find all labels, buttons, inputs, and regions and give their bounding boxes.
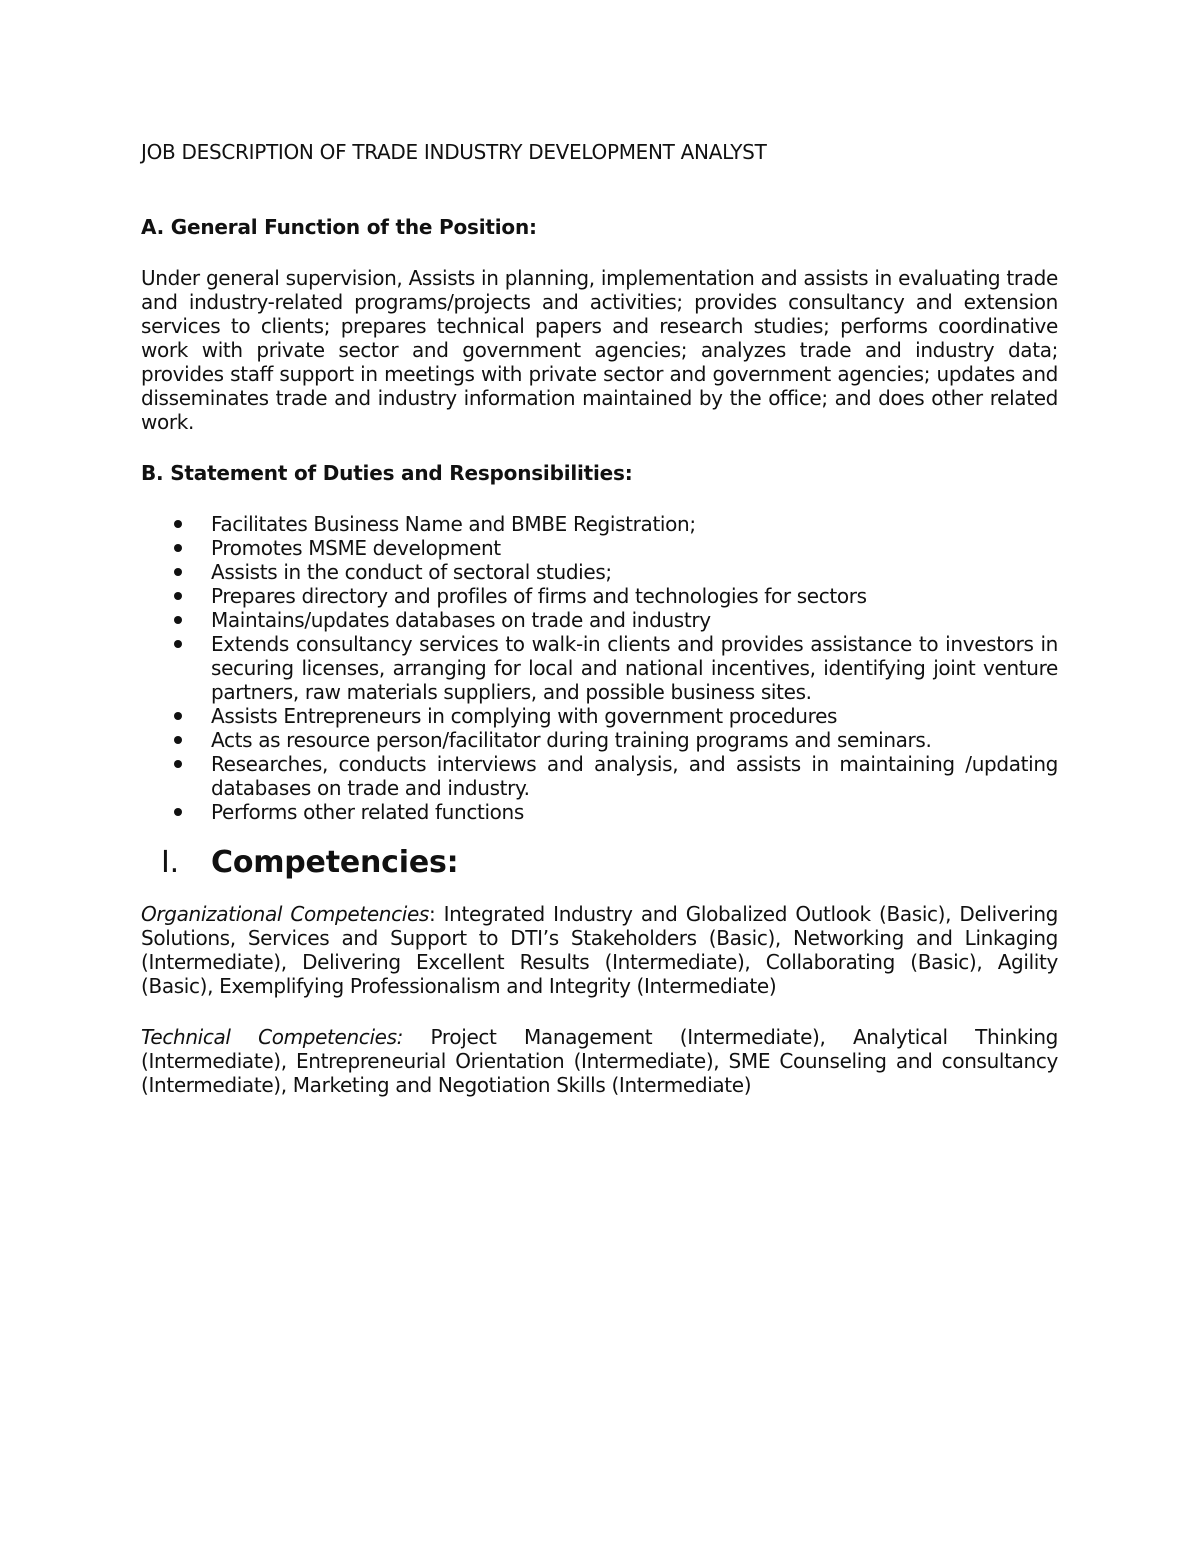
duty-text: Researches, conducts interviews and analysis, and assists in maintaining /updating databases on trade and industry. <box>211 752 1058 800</box>
duty-item <box>141 800 1058 824</box>
duty-text: Acts as resource person/facilitator during training programs and seminars. <box>211 728 932 752</box>
document-page <box>141 140 1058 1097</box>
organizational-competencies <box>141 902 1058 998</box>
duty-text: Prepares directory and profiles of firms and technologies for sectors <box>211 584 867 608</box>
duty-item <box>141 752 1058 800</box>
duty-text: Performs other related functions <box>211 800 524 824</box>
duty-item <box>141 512 1058 536</box>
duty-text: Facilitates Business Name and BMBE Registration; <box>211 512 696 536</box>
duty-item <box>141 704 1058 728</box>
general-function-paragraph: Under general supervision, Assists in planning, implementation and assists in evaluating trade and industry-related programs/projects and activities; provides consultancy and extension services to clients; prepares technical papers and research studies; performs coordinative work with private sector and government agencies; analyzes trade and industry data; provides staff support in meetings with private sector and government agencies; updates and disseminates trade and industry information maintained by the office; and does other related work. <box>141 266 1058 434</box>
competencies-heading <box>141 845 1058 880</box>
duties-list <box>141 512 1058 824</box>
duty-item <box>141 584 1058 608</box>
section-b-heading: B. Statement of Duties and Responsibilities: <box>141 461 633 485</box>
duty-item <box>141 728 1058 752</box>
duty-text: Maintains/updates databases on trade and industry <box>211 608 711 632</box>
technical-label: Technical Competencies: <box>141 1025 404 1049</box>
duty-item <box>141 536 1058 560</box>
document-title: JOB DESCRIPTION OF TRADE INDUSTRY DEVELOPMENT ANALYST <box>141 140 767 164</box>
technical-text: Project Management (Intermediate), Analytical Thinking (Intermediate), Entrepreneurial Orientation (Intermediate), SME Counseling and consultancy (Intermediate), Marketing and Negotiation Skills (Intermediate) <box>141 1025 1059 1097</box>
duty-text: Assists Entrepreneurs in complying with government procedures <box>211 704 838 728</box>
section-a-heading: A. General Function of the Position: <box>141 215 537 239</box>
duty-item <box>141 608 1058 632</box>
organizational-label: Organizational Competencies <box>141 902 429 926</box>
section-numeral: I. <box>161 845 179 880</box>
duty-text: Extends consultancy services to walk-in clients and provides assistance to investors in securing licenses, arranging for local and national incentives, identifying joint venture partners, raw materials suppliers, and possible business sites. <box>211 632 1058 704</box>
duty-item <box>141 632 1058 704</box>
organizational-text: : Integrated Industry and Globalized Outlook (Basic), Delivering Solutions, Services and Support to DTI’s Stakeholders (Basic), Networking and Linkaging (Intermediate), Delivering Excellent Results (Intermediate), Collaborating (Basic), Agility (Basic), Exemplifying Professionalism and Integrity (Intermediate) <box>141 902 1059 998</box>
duty-item <box>141 560 1058 584</box>
duty-text: Promotes MSME development <box>211 536 501 560</box>
competencies-heading-text: Competencies: <box>211 845 459 880</box>
technical-competencies <box>141 1025 1058 1097</box>
duty-text: Assists in the conduct of sectoral studies; <box>211 560 612 584</box>
